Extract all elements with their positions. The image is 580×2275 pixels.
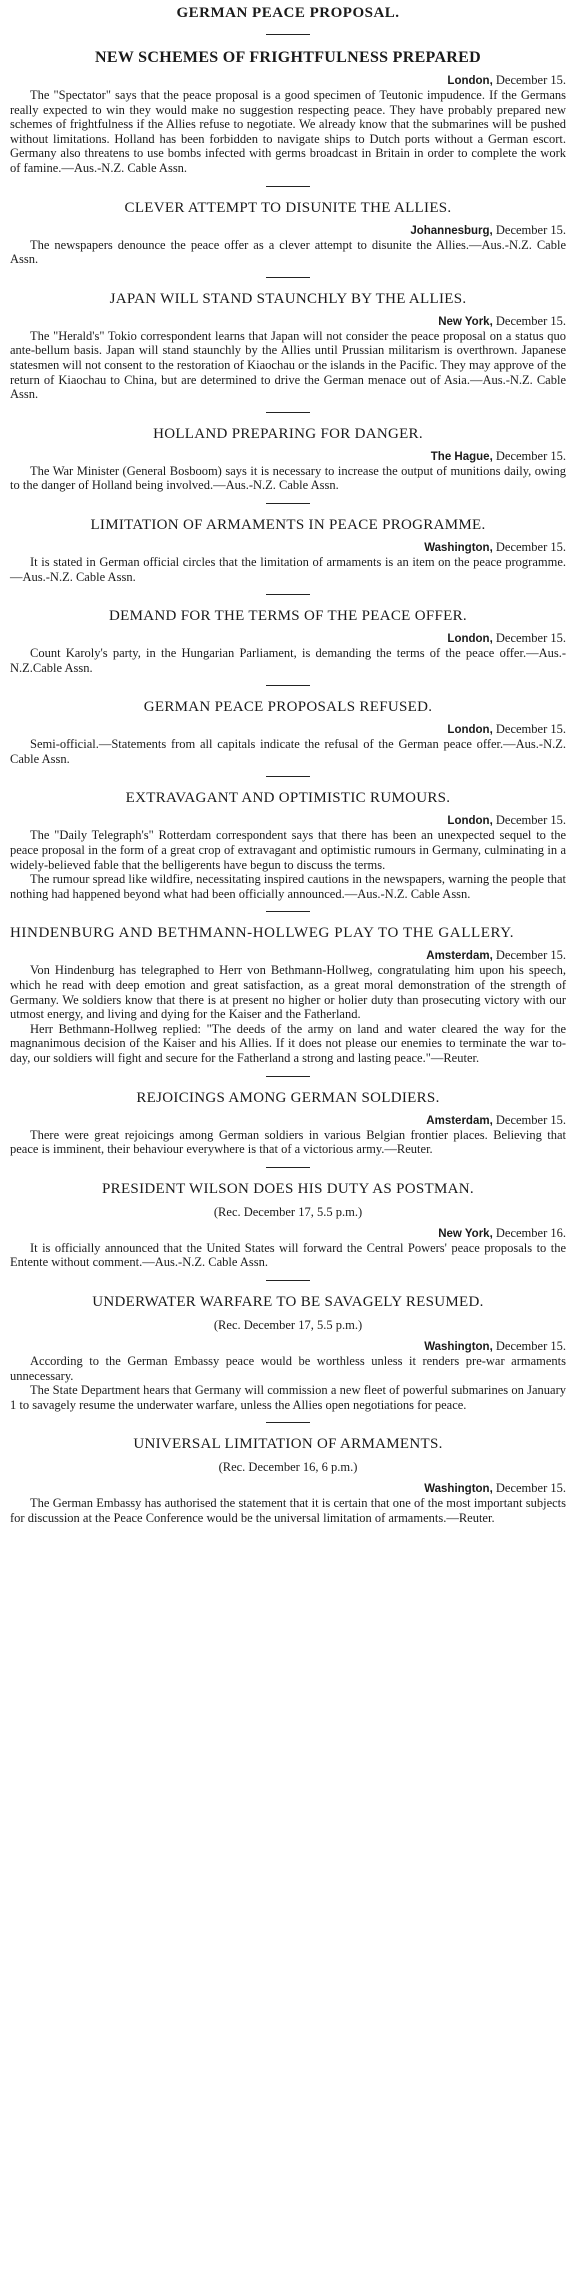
dateline-date: December 15. [495, 722, 566, 737]
dateline [10, 631, 566, 646]
dateline [10, 1339, 566, 1354]
received-time: (Rec. December 16, 6 p.m.) [218, 1460, 358, 1475]
dateline-date: December 15. [495, 1481, 566, 1496]
dateline-place: New York, [438, 315, 493, 328]
dateline [10, 813, 566, 828]
article-list [10, 49, 566, 1526]
dateline-place: Washington, [424, 1340, 493, 1353]
article-separator [266, 776, 310, 777]
article-separator [266, 412, 310, 413]
dateline-place: The Hague, [430, 450, 493, 463]
article-headline: JAPAN WILL STAND STAUNCHLY BY THE ALLIES. [109, 290, 467, 307]
article-headline: DEMAND FOR THE TERMS OF THE PEACE OFFER. [109, 608, 467, 625]
dateline [10, 73, 566, 88]
article [10, 290, 566, 402]
article-separator [266, 1076, 310, 1077]
article-headline: UNDERWATER WARFARE TO BE SAVAGELY RESUMED. [92, 1293, 484, 1310]
article-paragraph: The War Minister (General Bosboom) says it is necessary to increase the output of munitions daily, owing to the danger of Holland being involved.—Aus.-N.Z. Cable Assn. [10, 463, 566, 493]
dateline [10, 449, 566, 464]
dateline-place: London, [447, 724, 493, 737]
article-separator [266, 911, 310, 912]
dateline [10, 540, 566, 555]
dateline [10, 948, 566, 963]
article-headline: PRESIDENT WILSON DOES HIS DUTY AS POSTMAN. [102, 1180, 474, 1197]
article [10, 607, 566, 675]
article-paragraph: According to the German Embassy peace would be worthless unless it renders pre-war armaments unnecessary. [10, 1353, 566, 1383]
article-separator [266, 685, 310, 686]
article-separator [266, 594, 310, 595]
dateline-place: Washington, [424, 1483, 493, 1496]
article-headline: EXTRAVAGANT AND OPTIMISTIC RUMOURS. [125, 790, 451, 807]
article-separator [266, 1422, 310, 1423]
article-headline: NEW SCHEMES OF FRIGHTFULNESS PREPARED [95, 49, 481, 66]
article-paragraph: Herr Bethmann-Hollweg replied: "The deeds of the army on land and water cleared the way for the magnanimous decision of the Kaiser and his Allies. If it does not please our enemies to terminate the war to-day, our soldiers will fight and secure for the Fatherland a strong and lasting peace."—Reuter. [10, 1021, 566, 1065]
article-headline: HOLLAND PREPARING FOR DANGER. [153, 425, 423, 442]
dateline-date: December 15. [495, 313, 566, 328]
article-separator [266, 503, 310, 504]
dateline-date: December 15. [495, 1112, 566, 1127]
article-paragraph: There were great rejoicings among German soldiers in various Belgian frontier places. Believing that peace is imminent, their behaviour everywhere is that of a victorious army.—Reuter. [10, 1127, 566, 1157]
dateline-date: December 15. [495, 222, 566, 237]
received-time: (Rec. December 17, 5.5 p.m.) [213, 1204, 363, 1219]
article-headline: CLEVER ATTEMPT TO DISUNITE THE ALLIES. [124, 199, 452, 216]
article-headline: UNIVERSAL LIMITATION OF ARMAMENTS. [133, 1436, 443, 1453]
dateline-place: Amsterdam, [426, 1114, 493, 1127]
article [10, 1180, 566, 1270]
page-title: GERMAN PEACE PROPOSAL. [176, 5, 400, 21]
article-paragraph: The "Herald's" Tokio correspondent learns that Japan will not consider the peace proposal on a status quo ante-bellum basis. Japan will stand staunchly by the Allies until Prussian militarism is overthrown. Japanese statesmen will not consent to the restoration of Kiaochau or the islands in the Pacific. They may approve of the return of Kiaochau to China, but are determined to drive the German menace out of Asia.—Aus.-N.Z. Cable Assn. [10, 328, 566, 402]
article-headline: HINDENBURG AND BETHMANN-HOLLWEG PLAY TO THE GALLERY. [10, 925, 515, 942]
article [10, 516, 566, 584]
article-paragraph: The State Department hears that Germany will commission a new fleet of powerful submarines on January 1 to savagely resume the underwater warfare, unless the Allies open negotiations for peace. [10, 1383, 566, 1412]
article-paragraph: The newspapers denounce the peace offer as a clever attempt to disunite the Allies.—Aus.-N.Z. Cable Assn. [10, 237, 566, 267]
dateline-place: London, [447, 815, 493, 828]
article-paragraph: Count Karoly's party, in the Hungarian Parliament, is demanding the terms of the peace offer.—Aus.-N.Z.Cable Assn. [10, 646, 566, 675]
article [10, 698, 566, 766]
article [10, 425, 566, 493]
article-headline: GERMAN PEACE PROPOSALS REFUSED. [143, 699, 433, 716]
article-paragraph: The German Embassy has authorised the statement that it is certain that one of the most important subjects for discussion at the Peace Conference would be the universal limitation of armaments.—Reuter. [10, 1496, 566, 1525]
article-paragraph: It is stated in German official circles that the limitation of armaments is an item on the peace programme.—Aus.-N.Z. Cable Assn. [10, 554, 566, 584]
dateline-place: London, [447, 75, 493, 87]
dateline [10, 1481, 566, 1496]
title-rule [266, 34, 310, 35]
dateline-place: Amsterdam, [426, 950, 493, 963]
dateline-date: December 15. [495, 539, 566, 554]
article [10, 49, 566, 176]
dateline-date: December 15. [495, 948, 566, 963]
article [10, 1293, 566, 1412]
article-separator [266, 1167, 310, 1168]
article-paragraph: Semi-official.—Statements from all capitals indicate the refusal of the German peace offer.—Aus.-N.Z. Cable Assn. [10, 737, 566, 766]
dateline [10, 1226, 566, 1241]
article-paragraph: Von Hindenburg has telegraphed to Herr von Bethmann-Hollweg, congratulating him upon his speech, which he read with deep emotion and great satisfaction, as a great moral demonstration of the strength of Germany. We soldiers know that there is at present no higher or holier duty than prosecuting victory with our utmost energy, and living and dying for the Kaiser and the Fatherland. [10, 963, 566, 1022]
article [10, 1435, 566, 1525]
dateline-date: December 15. [495, 73, 566, 87]
article-headline: REJOICINGS AMONG GERMAN SOLDIERS. [136, 1089, 440, 1106]
article [10, 789, 566, 901]
article [10, 924, 566, 1065]
dateline-place: Johannesburg, [410, 224, 493, 237]
dateline-date: December 15. [495, 1338, 566, 1353]
article-paragraph: The "Daily Telegraph's" Rotterdam correspondent says that there has been an unexpected sequel to the peace proposal in the form of a great crop of extravagant and optimistic rumours in Germany, culminating in a widely-believed fable that the belligerents have begun to discuss the terms. [10, 828, 566, 872]
dateline-place: Washington, [424, 541, 493, 554]
dateline-place: London, [447, 633, 493, 646]
article [10, 199, 566, 267]
dateline-date: December 16. [495, 1225, 566, 1240]
dateline [10, 314, 566, 329]
article-headline: LIMITATION OF ARMAMENTS IN PEACE PROGRAMME. [90, 516, 486, 533]
article-separator [266, 186, 310, 187]
article-paragraph: It is officially announced that the United States will forward the Central Powers' peace proposals to the Entente without comment.—Aus.-N.Z. Cable Assn. [10, 1240, 566, 1270]
dateline [10, 722, 566, 737]
article [10, 1089, 566, 1157]
article-paragraph: The "Spectator" says that the peace proposal is a good specimen of Teutonic impudence. If the Germans really expected to win they would make no suggestion respecting peace. They have probably prepared new schemes of frightfulness if the Allies refuse to negotiate. We already know that the submarines will be pushed without limitations. Holland has been forbidden to navigate ships to Dutch ports without a German escort. Germany also threatens to use bombs infected with germs broadcast in Britain in order to complete the work of famine.—Aus.-N.Z. Cable Assn. [10, 88, 566, 175]
dateline-place: New York, [438, 1227, 493, 1240]
dateline-date: December 15. [495, 448, 566, 463]
received-time: (Rec. December 17, 5.5 p.m.) [213, 1317, 363, 1332]
article-separator [266, 277, 310, 278]
dateline [10, 1113, 566, 1128]
article-separator [266, 1280, 310, 1281]
article-paragraph: The rumour spread like wildfire, necessitating inspired cautions in the newspapers, warning the people that nothing had happened beyond what had been officially announced.—Aus.-N.Z. Cable Assn. [10, 872, 566, 901]
dateline-date: December 15. [495, 813, 566, 828]
dateline [10, 223, 566, 238]
dateline-date: December 15. [495, 631, 566, 646]
